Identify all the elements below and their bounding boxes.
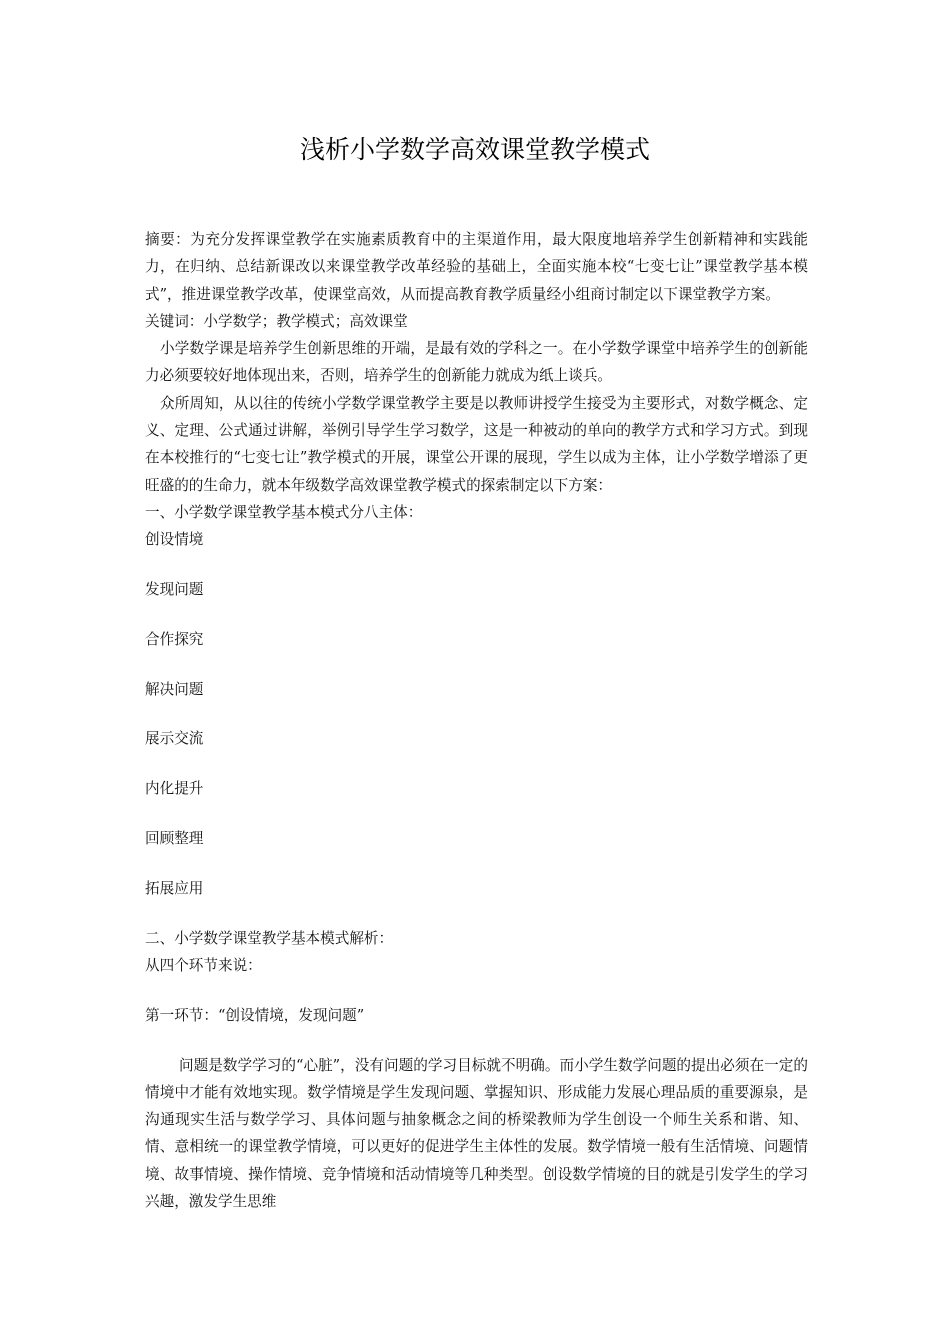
stage-item: 合作探究 [145, 630, 204, 648]
keywords-line: 关键词：小学数学；教学模式；高效课堂 [145, 312, 408, 330]
intro-paragraph-2: 众所周知，从以往的传统小学数学课堂教学主要是以教师讲授学生接受为主要形式，对数学概念、定义、定理、公式通过讲解，举例引导学生学习数学，这是一种被动的单向的教学方式和学习方式。到现在本校推行的“七变七让”教学模式的开展，课堂公开课的展现，学生以成为主体，让小学数学增添了更旺盛的的生命力，就本年级数学高效课堂教学模式的探索制定以下方案： [145, 394, 808, 494]
stage-item: 创设情境 [145, 531, 204, 549]
stage-item: 拓展应用 [145, 879, 204, 897]
stage-item: 回顾整理 [145, 830, 204, 848]
abstract-paragraph: 摘要：为充分发挥课堂教学在实施素质教育中的主渠道作用，最大限度地培养学生创新精神和实践能力，在归纳、总结新课改以来课堂教学改革经验的基础上，全面实施本校“七变七让”课堂教学基本模式”，推进课堂教学改革，使课堂高效，从而提高教育教学质量经小组商讨制定以下课堂教学方案。 [145, 231, 808, 303]
document-body [145, 226, 808, 1215]
section-2-subheading: 从四个环节来说： [145, 956, 262, 974]
spacer [145, 1029, 808, 1052]
document-title: 浅析小学数学高效课堂教学模式 [299, 135, 650, 164]
stage-item: 发现问题 [145, 581, 204, 599]
step-1-paragraph: 问题是数学学习的“心脏”，没有问题的学习目标就不明确。而小学生数学问题的提出必须在一定的情境中才能有效地实现。数学情境是学生发现问题、掌握知识、形成能力发展心理品质的重要源泉，是沟通现实生活与数学学习、具体问题与抽象概念之间的桥梁教师为学生创设一个师生关系和谐、知、情、意相统一的课堂教学情境，可以更好的促进学生主体性的发展。数学情境一般有生活情境、问题情境、故事情境、操作情境、竞争情境和活动情境等几种类型。创设数学情境的目的就是引发学生的学习兴趣，激发学生思维 [145, 1056, 808, 1211]
section-2-heading: 二、小学数学课堂教学基本模式解析： [145, 929, 394, 947]
step-1-heading: 第一环节：“创设情境，发现问题” [145, 1006, 365, 1024]
section-1-heading: 一、小学数学课堂教学基本模式分八主体： [145, 503, 423, 521]
stage-item: 解决问题 [145, 680, 204, 698]
stage-list [145, 526, 808, 902]
stage-item: 内化提升 [145, 780, 204, 798]
stage-item: 展示交流 [145, 730, 204, 748]
spacer [145, 979, 808, 1002]
intro-paragraph-1: 小学数学课是培养学生创新思维的开端，是最有效的学科之一。在小学数学课堂中培养学生的创新能力必须要较好地体现出来，否则，培养学生的创新能力就成为纸上谈兵。 [145, 340, 808, 385]
